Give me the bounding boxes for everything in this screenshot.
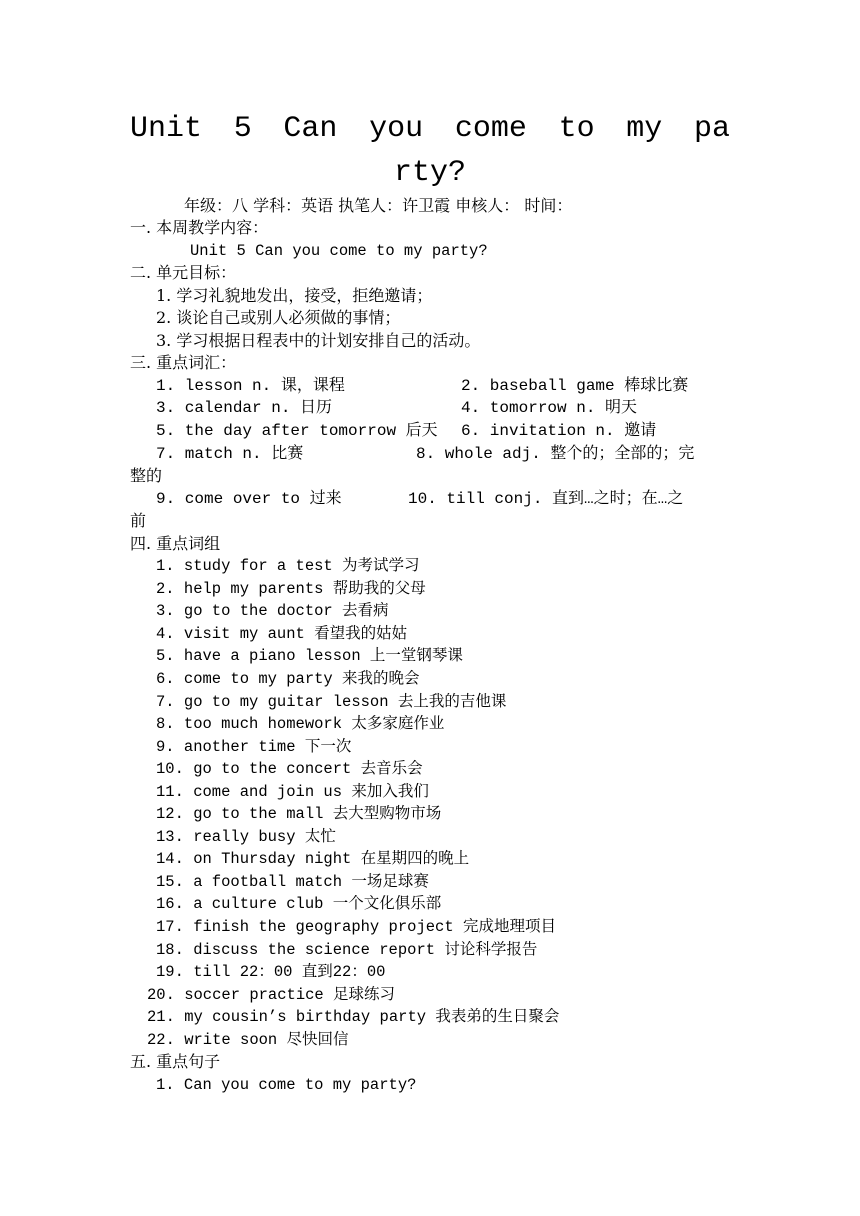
vocab-wrap: 前 [130, 511, 147, 530]
section-2-heading: 二. 单元目标： [130, 263, 237, 282]
vocab-item: 5. the day after tomorrow 后天 [156, 422, 438, 440]
section-5-heading: 五. 重点句子 [130, 1052, 221, 1071]
list-item: 14. on Thursday night 在星期四的晚上 [156, 850, 470, 868]
list-item: 2. help my parents 帮助我的父母 [156, 580, 426, 598]
section-3-heading: 三. 重点词汇： [130, 353, 237, 372]
list-item: 1. study for a test 为考试学习 [156, 557, 420, 575]
list-item: 12. go to the mall 去大型购物市场 [156, 805, 442, 823]
vocab-item: 2. baseball game 棒球比赛 [461, 377, 689, 395]
list-item: 22. write soon 尽快回信 [147, 1031, 349, 1049]
list-item: 6. come to my party 来我的晚会 [156, 670, 420, 688]
list-item: 8. too much homework 太多家庭作业 [156, 715, 445, 733]
list-item: 1. 学习礼貌地发出，接受，拒绝邀请； [156, 286, 433, 305]
list-item: 3. 学习根据日程表中的计划安排自己的活动。 [156, 331, 481, 350]
vocab-item: 9. come over to 过来 [156, 490, 342, 508]
list-item: 3. go to the doctor 去看病 [156, 602, 389, 620]
list-item: 10. go to the concert 去音乐会 [156, 760, 423, 778]
list-item: 4. visit my aunt 看望我的姑姑 [156, 625, 408, 643]
list-item: 19. till 22：00 直到22：00 [156, 963, 386, 981]
list-item: 13. really busy 太忙 [156, 828, 336, 846]
list-item: 1. Can you come to my party? [156, 1076, 417, 1094]
vocab-item: 7. match n. 比赛 [156, 445, 304, 463]
section-4-heading: 四. 重点词组 [130, 534, 221, 553]
vocab-item: 1. lesson n. 课，课程 [156, 377, 345, 395]
title-line-1: Unit 5 Can you come to my pa [130, 112, 730, 146]
meta-line: 年级：八 学科：英语 执笔人：许卫霞 申核人： 时间： [184, 196, 573, 215]
list-item: 18. discuss the science report 讨论科学报告 [156, 941, 538, 959]
list-item: 21. my cousin’s birthday party 我表弟的生日聚会 [147, 1008, 560, 1026]
vocab-item: 8. whole adj. 整个的；全部的；完 [416, 445, 695, 463]
vocab-item: 6. invitation n. 邀请 [461, 422, 657, 440]
list-item: 15. a football match 一场足球赛 [156, 873, 429, 891]
list-item: 7. go to my guitar lesson 去上我的吉他课 [156, 693, 507, 711]
list-item: 2. 谈论自己或别人必须做的事情； [156, 308, 401, 327]
section-1-heading: 一. 本周教学内容： [130, 218, 269, 237]
vocab-item: 10. till conj. 直到…之时；在…之 [408, 490, 684, 508]
vocab-wrap: 整的 [130, 466, 163, 485]
vocab-item: 3. calendar n. 日历 [156, 399, 333, 417]
list-item: 11. come and join us 来加入我们 [156, 783, 429, 801]
title-line-2: rty? [393, 156, 466, 190]
list-item: 17. finish the geography project 完成地理项目 [156, 918, 556, 936]
list-item: 20. soccer practice 足球练习 [147, 986, 396, 1004]
list-item: 9. another time 下一次 [156, 738, 352, 756]
list-item: 5. have a piano lesson 上一堂钢琴课 [156, 647, 463, 665]
section-1-content: Unit 5 Can you come to my party? [190, 242, 488, 260]
vocab-item: 4. tomorrow n. 明天 [461, 399, 638, 417]
list-item: 16. a culture club 一个文化俱乐部 [156, 895, 442, 913]
